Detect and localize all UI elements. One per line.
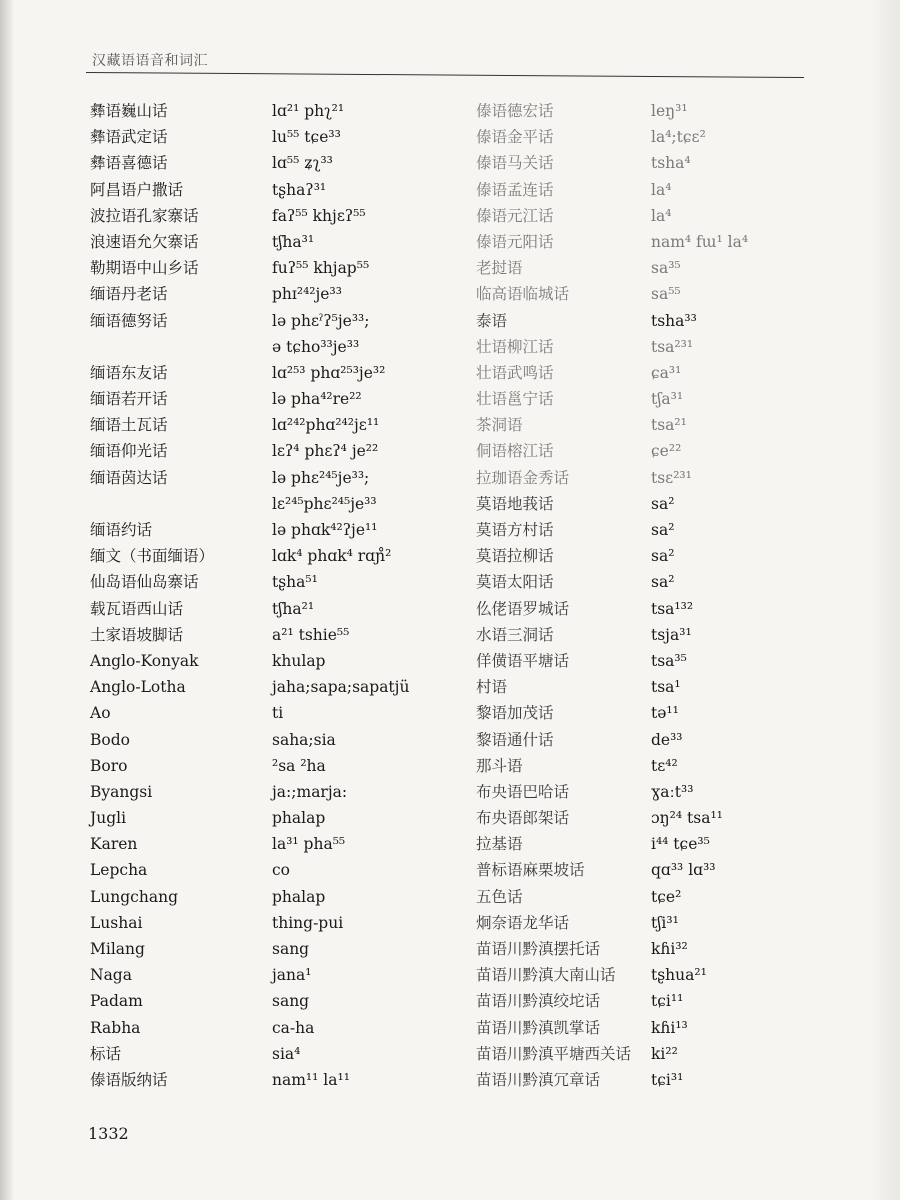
entry-row bbox=[476, 805, 876, 831]
entry-row bbox=[476, 412, 876, 438]
language-name: Anglo-Konyak bbox=[90, 651, 199, 670]
entry-row bbox=[476, 936, 876, 962]
language-name: 黎语通什话 bbox=[476, 730, 554, 749]
transcription: sa² bbox=[651, 547, 675, 566]
transcription: lɑ²¹ phʅ²¹ bbox=[272, 102, 345, 120]
language-name: 布央语巴哈话 bbox=[476, 782, 570, 801]
entry-row bbox=[476, 700, 876, 726]
entry-row bbox=[90, 936, 470, 962]
transcription: qɑ³³ lɑ³³ bbox=[651, 861, 716, 880]
entry-row bbox=[90, 229, 470, 255]
entry-row bbox=[90, 491, 470, 517]
language-name: 彝语喜德话 bbox=[90, 154, 168, 173]
language-name: Jugli bbox=[90, 809, 127, 828]
entry-row bbox=[476, 334, 876, 360]
transcription: lɑk⁴ phɑk⁴ rɑɲ̊² bbox=[272, 547, 392, 566]
transcription: sia⁴ bbox=[272, 1044, 301, 1063]
language-name: 拉基语 bbox=[476, 835, 523, 854]
language-name: Rabha bbox=[90, 1018, 141, 1037]
language-name: 浪速语允欠寨话 bbox=[90, 232, 199, 251]
transcription: saha;sia bbox=[272, 730, 336, 749]
transcription: tɛ⁴² bbox=[651, 756, 678, 775]
entry-row bbox=[90, 884, 470, 910]
entry-row bbox=[476, 622, 876, 648]
transcription: tsa¹³² bbox=[651, 599, 694, 618]
entry-row bbox=[476, 281, 876, 307]
transcription: lɑ²⁴²phɑ²⁴²jɛ¹¹ bbox=[272, 416, 380, 435]
entry-row bbox=[90, 1067, 470, 1093]
entry-row bbox=[90, 1015, 470, 1041]
transcription: phalap bbox=[272, 809, 326, 828]
language-name: 莫语拉柳话 bbox=[476, 547, 554, 566]
transcription: tsa³⁵ bbox=[651, 651, 687, 670]
language-name: 拉珈语金秀话 bbox=[476, 468, 570, 487]
transcription: sa² bbox=[651, 521, 675, 539]
transcription: sa⁵⁵ bbox=[651, 285, 681, 304]
transcription: tɕi¹¹ bbox=[651, 992, 684, 1011]
language-name: 仫佬语罗城话 bbox=[476, 599, 570, 618]
language-name: Lepcha bbox=[90, 861, 148, 880]
entry-row bbox=[476, 543, 876, 569]
entry-row bbox=[90, 517, 470, 543]
entry-row bbox=[90, 674, 470, 700]
entry-row bbox=[90, 753, 470, 779]
entry-row bbox=[476, 1041, 876, 1067]
transcription: a²¹ tshie⁵⁵ bbox=[272, 625, 350, 644]
language-name: 茶洞语 bbox=[476, 416, 523, 435]
transcription: ti bbox=[272, 704, 284, 723]
transcription: lɛ²⁴⁵phɛ²⁴⁵je³³ bbox=[272, 494, 377, 513]
language-name: 傣语德宏话 bbox=[476, 102, 554, 120]
transcription: sa³⁵ bbox=[651, 259, 681, 278]
language-name: 苗语川黔滇冗章话 bbox=[476, 1070, 601, 1089]
language-name: 莫语地莪话 bbox=[476, 494, 554, 513]
transcription: la⁴ bbox=[651, 206, 672, 225]
transcription: lu⁵⁵ tɕe³³ bbox=[272, 128, 341, 147]
language-name: Bodo bbox=[90, 730, 130, 749]
entry-row bbox=[90, 596, 470, 622]
transcription: tʃi³¹ bbox=[651, 913, 679, 932]
entry-row bbox=[476, 857, 876, 883]
transcription: fuʔ⁵⁵ khjap⁵⁵ bbox=[272, 259, 370, 278]
entry-row bbox=[90, 831, 470, 857]
language-name: Padam bbox=[90, 992, 143, 1011]
entry-row bbox=[476, 491, 876, 517]
language-name: 那斗语 bbox=[476, 756, 523, 775]
language-name: 五色话 bbox=[476, 887, 523, 906]
language-name: Lushai bbox=[90, 913, 143, 932]
transcription: lə phɑk⁴²ʔje¹¹ bbox=[272, 521, 378, 539]
entry-row bbox=[90, 465, 470, 491]
entry-row bbox=[476, 727, 876, 753]
language-name: Milang bbox=[90, 940, 145, 958]
page-number: 1332 bbox=[88, 1124, 129, 1143]
language-name: 波拉语孔家寨话 bbox=[90, 206, 199, 225]
transcription: tʃa³¹ bbox=[651, 390, 684, 409]
entry-row bbox=[476, 438, 876, 464]
language-name: 彝语巍山话 bbox=[90, 102, 168, 120]
language-name: Lungchang bbox=[90, 887, 178, 906]
transcription: khulap bbox=[272, 651, 326, 670]
transcription: ki²² bbox=[651, 1044, 678, 1063]
transcription: lɛʔ⁴ phɛʔ⁴ je²² bbox=[272, 442, 379, 461]
language-name: 缅语约话 bbox=[90, 521, 153, 539]
transcription: ɕa³¹ bbox=[651, 363, 682, 382]
language-name: 苗语川黔滇摆托话 bbox=[476, 940, 601, 958]
language-name: Anglo-Lotha bbox=[90, 678, 186, 697]
entry-row bbox=[476, 831, 876, 857]
transcription: de³³ bbox=[651, 730, 683, 749]
transcription: la⁴;tɕɛ² bbox=[651, 128, 706, 147]
language-name: 仙岛语仙岛寨话 bbox=[90, 573, 199, 592]
entry-row bbox=[90, 255, 470, 281]
entry-row bbox=[476, 962, 876, 988]
entry-row bbox=[476, 517, 876, 543]
entry-row bbox=[476, 203, 876, 229]
entry-row bbox=[90, 779, 470, 805]
entry-row bbox=[476, 360, 876, 386]
entry-row bbox=[476, 674, 876, 700]
language-name: 佯僙语平塘话 bbox=[476, 651, 570, 670]
transcription: tsa²¹ bbox=[651, 416, 687, 435]
transcription: nam¹¹ la¹¹ bbox=[272, 1070, 350, 1089]
transcription: tʂha⁵¹ bbox=[272, 573, 318, 592]
transcription: tʂhaʔ³¹ bbox=[272, 180, 327, 199]
language-name: 彝语武定话 bbox=[90, 128, 168, 147]
transcription: kɦi¹³ bbox=[651, 1018, 688, 1037]
transcription: co bbox=[272, 861, 291, 880]
language-name: 缅语丹老话 bbox=[90, 285, 168, 304]
language-name: 莫语太阳话 bbox=[476, 573, 554, 592]
transcription: jana¹ bbox=[272, 966, 312, 985]
language-name: Boro bbox=[90, 756, 128, 775]
entry-row bbox=[90, 962, 470, 988]
language-name: 莫语方村话 bbox=[476, 521, 554, 539]
transcription: lə pha⁴²re²² bbox=[272, 390, 362, 409]
transcription: tsɛ²³¹ bbox=[651, 468, 692, 487]
language-name: 标话 bbox=[90, 1044, 122, 1063]
entry-row bbox=[476, 386, 876, 412]
transcription: sang bbox=[272, 992, 310, 1011]
transcription: lə phɛˀʔ⁵je³³; bbox=[272, 311, 370, 330]
transcription: tʃha²¹ bbox=[272, 599, 315, 618]
transcription: tsa¹ bbox=[651, 678, 681, 697]
transcription: tsha³³ bbox=[651, 311, 697, 330]
language-name: 缅语茵达话 bbox=[90, 468, 168, 487]
language-name: Byangsi bbox=[90, 782, 153, 801]
language-name: 普标语麻栗坡话 bbox=[476, 861, 585, 880]
transcription: kɦi³² bbox=[651, 940, 688, 958]
entry-row bbox=[90, 203, 470, 229]
entry-row bbox=[476, 988, 876, 1014]
language-name: 缅语德努话 bbox=[90, 311, 168, 330]
entry-row bbox=[90, 360, 470, 386]
language-name: 傣语马关话 bbox=[476, 154, 554, 173]
language-name: 傣语金平话 bbox=[476, 128, 554, 147]
transcription: sa² bbox=[651, 494, 675, 513]
entry-row bbox=[476, 596, 876, 622]
entry-row bbox=[476, 648, 876, 674]
language-name: 载瓦语西山话 bbox=[90, 599, 184, 618]
language-name: 壮语柳江话 bbox=[476, 337, 554, 356]
entry-row bbox=[476, 229, 876, 255]
language-name: Karen bbox=[90, 835, 138, 854]
entry-row bbox=[476, 884, 876, 910]
transcription: la⁴ bbox=[651, 180, 672, 199]
entry-row bbox=[476, 465, 876, 491]
entry-row bbox=[476, 910, 876, 936]
language-name: 壮语武鸣话 bbox=[476, 363, 554, 382]
transcription: ɣaːt³³ bbox=[651, 782, 694, 801]
transcription: ɕe²² bbox=[651, 442, 682, 461]
transcription: ca-ha bbox=[272, 1018, 315, 1037]
entry-row bbox=[476, 779, 876, 805]
entry-row bbox=[90, 857, 470, 883]
transcription: tsa²³¹ bbox=[651, 337, 694, 356]
entry-row bbox=[90, 412, 470, 438]
language-name: Naga bbox=[90, 966, 132, 985]
entry-row bbox=[90, 1041, 470, 1067]
language-name: 老挝语 bbox=[476, 259, 523, 278]
language-name: 水语三洞话 bbox=[476, 625, 554, 644]
transcription: tɕi³¹ bbox=[651, 1070, 684, 1089]
transcription: ²sa ²ha bbox=[272, 756, 326, 775]
language-name: 村语 bbox=[476, 678, 508, 697]
entry-row bbox=[90, 281, 470, 307]
language-name: 土家语坡脚话 bbox=[90, 625, 184, 644]
entry-row bbox=[90, 727, 470, 753]
language-name: 苗语川黔滇绞坨话 bbox=[476, 992, 601, 1011]
language-name: 缅文（书面缅语） bbox=[90, 547, 215, 566]
language-name: 缅语土瓦话 bbox=[90, 416, 168, 435]
transcription: phɪ²⁴²je³³ bbox=[272, 285, 342, 304]
transcription: tɕe² bbox=[651, 887, 682, 906]
entry-row bbox=[476, 1067, 876, 1093]
transcription: ɔŋ²⁴ tsa¹¹ bbox=[651, 809, 723, 828]
language-name: 阿昌语户撒话 bbox=[90, 180, 184, 199]
running-header: 汉藏语语音和词汇 bbox=[92, 53, 208, 69]
language-name: 缅语东友话 bbox=[90, 363, 168, 382]
entry-row bbox=[90, 988, 470, 1014]
transcription: ja:;marja: bbox=[272, 782, 348, 801]
entry-row bbox=[90, 543, 470, 569]
entry-row bbox=[90, 177, 470, 203]
transcription: tsja³¹ bbox=[651, 625, 692, 644]
entry-row bbox=[476, 150, 876, 176]
transcription: tə¹¹ bbox=[651, 704, 679, 723]
language-name: Ao bbox=[90, 704, 111, 723]
entry-row bbox=[476, 255, 876, 281]
transcription: thing-pui bbox=[272, 913, 344, 932]
transcription: lɑ²⁵³ phɑ²⁵³je³² bbox=[272, 363, 386, 382]
entry-row bbox=[90, 805, 470, 831]
entry-row bbox=[90, 98, 470, 124]
entry-row bbox=[90, 910, 470, 936]
entry-row bbox=[90, 150, 470, 176]
entry-row bbox=[90, 700, 470, 726]
transcription: tsha⁴ bbox=[651, 154, 691, 173]
transcription: tʂhua²¹ bbox=[651, 966, 707, 985]
language-name: 苗语川黔滇凯掌话 bbox=[476, 1018, 601, 1037]
language-name: 黎语加茂话 bbox=[476, 704, 554, 723]
language-name: 傣语元江话 bbox=[476, 206, 554, 225]
language-name: 临高语临城话 bbox=[476, 285, 570, 304]
entry-row bbox=[90, 438, 470, 464]
language-name: 傣语孟连话 bbox=[476, 180, 554, 199]
transcription: i⁴⁴ tɕe³⁵ bbox=[651, 835, 710, 854]
entry-row bbox=[476, 308, 876, 334]
entry-row bbox=[476, 124, 876, 150]
transcription: sa² bbox=[651, 573, 675, 592]
transcription: lɑ⁵⁵ ʑʅ³³ bbox=[272, 154, 333, 173]
transcription: nam⁴ fɯ¹ la⁴ bbox=[651, 232, 749, 251]
entry-row bbox=[90, 648, 470, 674]
page-gutter-shadow bbox=[0, 0, 14, 1200]
entry-row bbox=[476, 753, 876, 779]
left-column bbox=[90, 98, 470, 1093]
language-name: 傣语版纳话 bbox=[90, 1070, 168, 1089]
language-name: 泰语 bbox=[476, 311, 508, 330]
language-name: 勒期语中山乡话 bbox=[90, 259, 199, 278]
language-name: 侗语榕江话 bbox=[476, 442, 554, 461]
language-name: 苗语川黔滇平塘西关话 bbox=[476, 1044, 632, 1063]
transcription: sang bbox=[272, 940, 310, 958]
entry-row bbox=[90, 386, 470, 412]
transcription: phalap bbox=[272, 887, 326, 906]
transcription: ə tɕho³³je³³ bbox=[272, 337, 360, 356]
entry-row bbox=[476, 98, 876, 124]
entry-row bbox=[90, 334, 470, 360]
entry-row bbox=[90, 308, 470, 334]
language-name: 缅语若开话 bbox=[90, 390, 168, 409]
language-name: 苗语川黔滇大南山话 bbox=[476, 966, 616, 985]
entry-row bbox=[476, 177, 876, 203]
entry-row bbox=[476, 569, 876, 595]
entry-row bbox=[90, 124, 470, 150]
header-rule bbox=[86, 72, 804, 78]
language-name: 缅语仰光话 bbox=[90, 442, 168, 461]
transcription: la³¹ pha⁵⁵ bbox=[272, 835, 346, 854]
right-column bbox=[476, 98, 876, 1093]
language-name: 傣语元阳话 bbox=[476, 232, 554, 251]
language-name: 壮语邕宁话 bbox=[476, 390, 554, 409]
transcription: lə phɛ²⁴⁵je³³; bbox=[272, 468, 370, 487]
entry-row bbox=[476, 1015, 876, 1041]
entry-row bbox=[90, 569, 470, 595]
language-name: 布央语郎架话 bbox=[476, 809, 570, 828]
language-name: 炯奈语龙华话 bbox=[476, 913, 570, 932]
entry-row bbox=[90, 622, 470, 648]
transcription: tʃha³¹ bbox=[272, 232, 315, 251]
transcription: leŋ³¹ bbox=[651, 102, 688, 120]
transcription: jaha;sapa;sapatjü bbox=[272, 678, 410, 697]
transcription: faʔ⁵⁵ khjɛʔ⁵⁵ bbox=[272, 206, 366, 225]
